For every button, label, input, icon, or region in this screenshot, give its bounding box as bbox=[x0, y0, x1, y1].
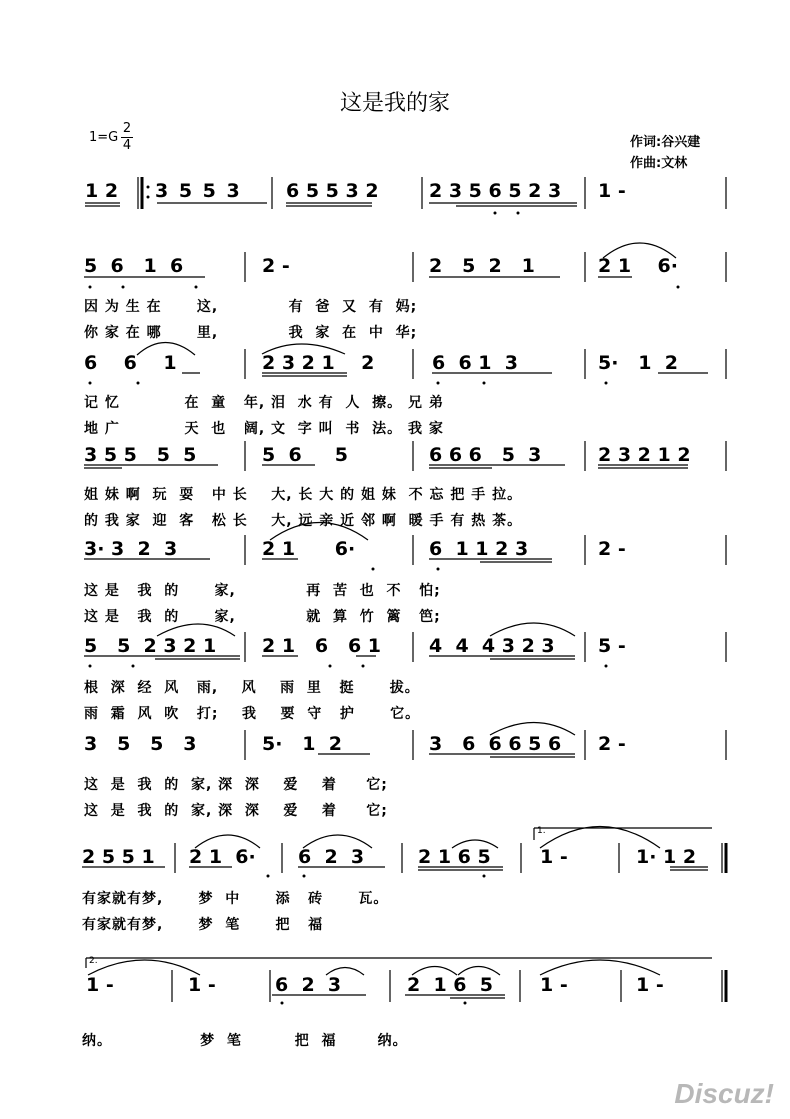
notes-row-6b: 2 1 6 6 1 bbox=[262, 635, 382, 657]
notes-row-5c: 6 1 1 2 3 bbox=[429, 538, 529, 560]
lyrics-row-4-verse-2: 的 我 家 迎 客 松 长 大, 远 亲 近 邻 啊 暖 手 有 热 茶。 bbox=[84, 513, 523, 529]
notes-row-3d: 5· 1 2 bbox=[598, 352, 678, 374]
composer-credit: 作曲:文林 bbox=[630, 156, 688, 171]
lyrics-row-6-verse-2: 雨 霜 风 吹 打; 我 要 守 护 它。 bbox=[84, 706, 421, 722]
notes-row-1a: 1 2 bbox=[85, 180, 119, 202]
notes-row-9d: 2 1 6 5 bbox=[407, 974, 493, 996]
lyrics-row-2-verse-2: 你 家 在 哪 里, 我 家 在 中 华; bbox=[84, 325, 418, 341]
notes-row-6c: 4 4 4 3 2 3 bbox=[429, 635, 555, 657]
time-sig-top: 2 bbox=[122, 121, 132, 136]
lyricist-credit: 作词:谷兴建 bbox=[630, 135, 701, 150]
notes-row-1b: 3 5 5 3 bbox=[155, 180, 240, 202]
notes-row-5a: 3· 3 2 3 bbox=[84, 538, 178, 560]
notes-row-8f: 1· 1 2 bbox=[636, 846, 697, 868]
notes-row-9c: 6 2 3 bbox=[275, 974, 342, 996]
key-signature: 1=G bbox=[89, 130, 119, 145]
notes-row-2b: 2 - bbox=[262, 255, 290, 277]
notes-row-4a: 3 5 5 5 5 bbox=[84, 444, 197, 466]
notes-row-2d: 2 1 6· bbox=[598, 255, 678, 277]
watermark: Discuz! bbox=[674, 1078, 774, 1109]
notes-row-7a: 3 5 5 3 bbox=[84, 733, 197, 755]
volta-2: 2. bbox=[89, 956, 98, 966]
notes-row-5b: 2 1 6· bbox=[262, 538, 356, 560]
notes-row-7c: 3 6 6 6 5 6 bbox=[429, 733, 562, 755]
notes-row-9f: 1 - bbox=[636, 974, 664, 996]
notes-row-8d: 2 1 6 5 bbox=[418, 846, 491, 868]
lyrics-row-7-verse-2: 这 是 我 的 家, 深 深 爱 着 它; bbox=[84, 803, 388, 819]
time-sig-bottom: 4 bbox=[122, 138, 132, 153]
lyrics-row-4-verse-1: 姐 妹 啊 玩 耍 中 长 大, 长 大 的 姐 妹 不 忘 把 手 拉。 bbox=[84, 487, 523, 503]
volta-1: 1. bbox=[537, 826, 546, 836]
notes-row-1d: 2 3 5 6 5 2 3 bbox=[429, 180, 562, 202]
notes-row-6d: 5 - bbox=[598, 635, 626, 657]
notes-row-4b: 5 6 5 bbox=[262, 444, 348, 466]
notes-row-8e: 1 - bbox=[540, 846, 568, 868]
notes-row-4d: 2 3 2 1 2 bbox=[598, 444, 691, 466]
lyrics-row-3-verse-2: 地 广 天 也 阔, 文 字 叫 书 法。 我 家 bbox=[84, 421, 444, 437]
notes-row-6a: 5 5 2 3 2 1 bbox=[84, 635, 217, 657]
notes-row-2c: 2 5 2 1 bbox=[429, 255, 535, 277]
notes-row-7d: 2 - bbox=[598, 733, 626, 755]
notes-row-5d: 2 - bbox=[598, 538, 626, 560]
notes-row-1e: 1 - bbox=[598, 180, 626, 202]
notes-row-8b: 2 1 6· bbox=[189, 846, 256, 868]
notes-row-8a: 2 5 5 1 bbox=[82, 846, 155, 868]
lyrics-row-3-verse-1: 记 忆 在 童 年, 泪 水 有 人 擦。 兄 弟 bbox=[84, 395, 444, 411]
lyrics-row-5-verse-1: 这 是 我 的 家, 再 苦 也 不 怕; bbox=[84, 583, 441, 599]
notes-row-3c: 6 6 1 3 bbox=[432, 352, 518, 374]
lyrics-row-8-verse-1: 有家就有梦, 梦 中 添 砖 瓦。 bbox=[82, 891, 389, 907]
notes-row-8c: 6 2 3 bbox=[298, 846, 365, 868]
notes-row-9b: 1 - bbox=[188, 974, 216, 996]
lyrics-row-5-verse-2: 这 是 我 的 家, 就 算 竹 篱 笆; bbox=[84, 609, 441, 625]
notes-row-7b: 5· 1 2 bbox=[262, 733, 342, 755]
notes-row-9e: 1 - bbox=[540, 974, 568, 996]
notes-row-4c: 6 6 6 5 3 bbox=[429, 444, 542, 466]
notes-row-3a: 6 6 1 bbox=[84, 352, 177, 374]
lyrics-row-9: 纳。 梦 笔 把 福 纳。 bbox=[82, 1033, 408, 1049]
lyrics-row-6-verse-1: 根 深 经 风 雨, 风 雨 里 挺 拔。 bbox=[84, 680, 420, 696]
notes-row-3b: 2 3 2 1 2 bbox=[262, 352, 375, 374]
notes-row-9a: 1 - bbox=[86, 974, 114, 996]
notes-row-2a: 5 6 1 6 bbox=[84, 255, 184, 277]
page-title: 这是我的家 bbox=[339, 91, 450, 116]
notes-row-1c: 6 5 5 3 2 bbox=[286, 180, 379, 202]
lyrics-row-7-verse-1: 这 是 我 的 家, 深 深 爱 着 它; bbox=[84, 777, 388, 793]
lyrics-row-2-verse-1: 因 为 生 在 这, 有 爸 又 有 妈; bbox=[84, 299, 418, 315]
lyrics-row-8-verse-2: 有家就有梦, 梦 笔 把 福 bbox=[82, 917, 324, 933]
